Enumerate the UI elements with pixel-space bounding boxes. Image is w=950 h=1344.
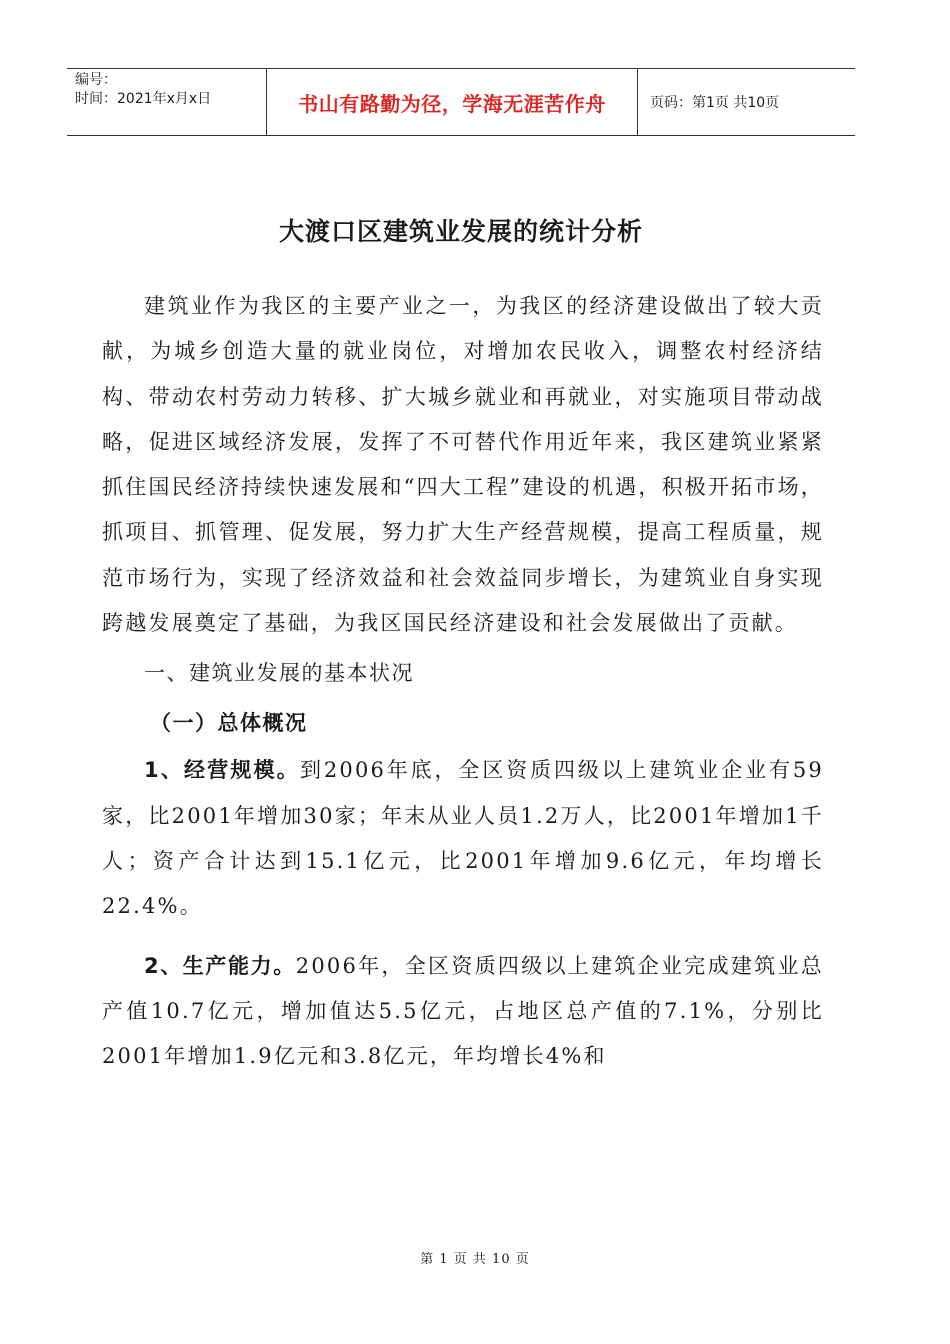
section-heading: 一、建筑业发展的基本状况 [144, 661, 414, 686]
page-footer: 第 1 页 共 10 页 [420, 1252, 530, 1267]
header-meta-cell [67, 69, 267, 135]
intro-paragraph: 建筑业作为我区的主要产业之一，为我区的经济建设做出了较大贡献，为城乡创造大量的就业岗位，对增加农民收入，调整农村经济结构、带动农村劳动力转移、扩大城乡就业和再就业，对实施项目带动战略，促进区域经济发展，发挥了不可替代作用近年来，我区建筑业紧紧抓住国民经济持续快速发展和“四大工程”建设的机遇，积极开拓市场，抓项目、抓管理、促发展，努力扩大生产经营规模，提高工程质量，规范市场行为，实现了经济效益和社会效益同步增长，为建筑业自身实现跨越发展奠定了基础，为我区国民经济建设和社会发展做出了贡献。 [102, 294, 824, 636]
document-header [67, 68, 855, 136]
item-1-text: 到2006年底，全区资质四级以上建筑业企业有59家，比2001年增加30家；年末从业人员1.2万人，比2001年增加1千人；资产合计达到15.1亿元，比2001年增加9.6亿元，年均增长22.4%。 [102, 758, 824, 919]
item-paragraph-1 [102, 748, 824, 929]
motto-cell [267, 69, 638, 135]
item-2-lead: 2、生产能力。 [144, 953, 296, 978]
item-2-text: 2006年，全区资质四级以上建筑企业完成建筑业总产值10.7亿元，增加值达5.5亿元，占地区总产值的7.1%，分别比2001年增加1.9亿元和3.8亿元，年均增长4%和 [102, 953, 824, 1069]
number-label: 编号： [75, 72, 117, 88]
time-label: 时间：2021年x月x日 [75, 91, 212, 107]
item-1-lead: 1、经营规模。 [144, 758, 300, 783]
document-title: 大渡口区建筑业发展的统计分析 [278, 217, 643, 246]
page-label: 页码：第1页 共10页 [650, 95, 780, 111]
item-paragraph-2 [102, 944, 824, 1080]
page-info-cell [638, 69, 855, 135]
subsection-heading: （一）总体概况 [150, 711, 308, 736]
document-body [102, 284, 824, 1079]
motto-text: 书山有路勤为径，学海无涯苦作舟 [298, 91, 606, 116]
